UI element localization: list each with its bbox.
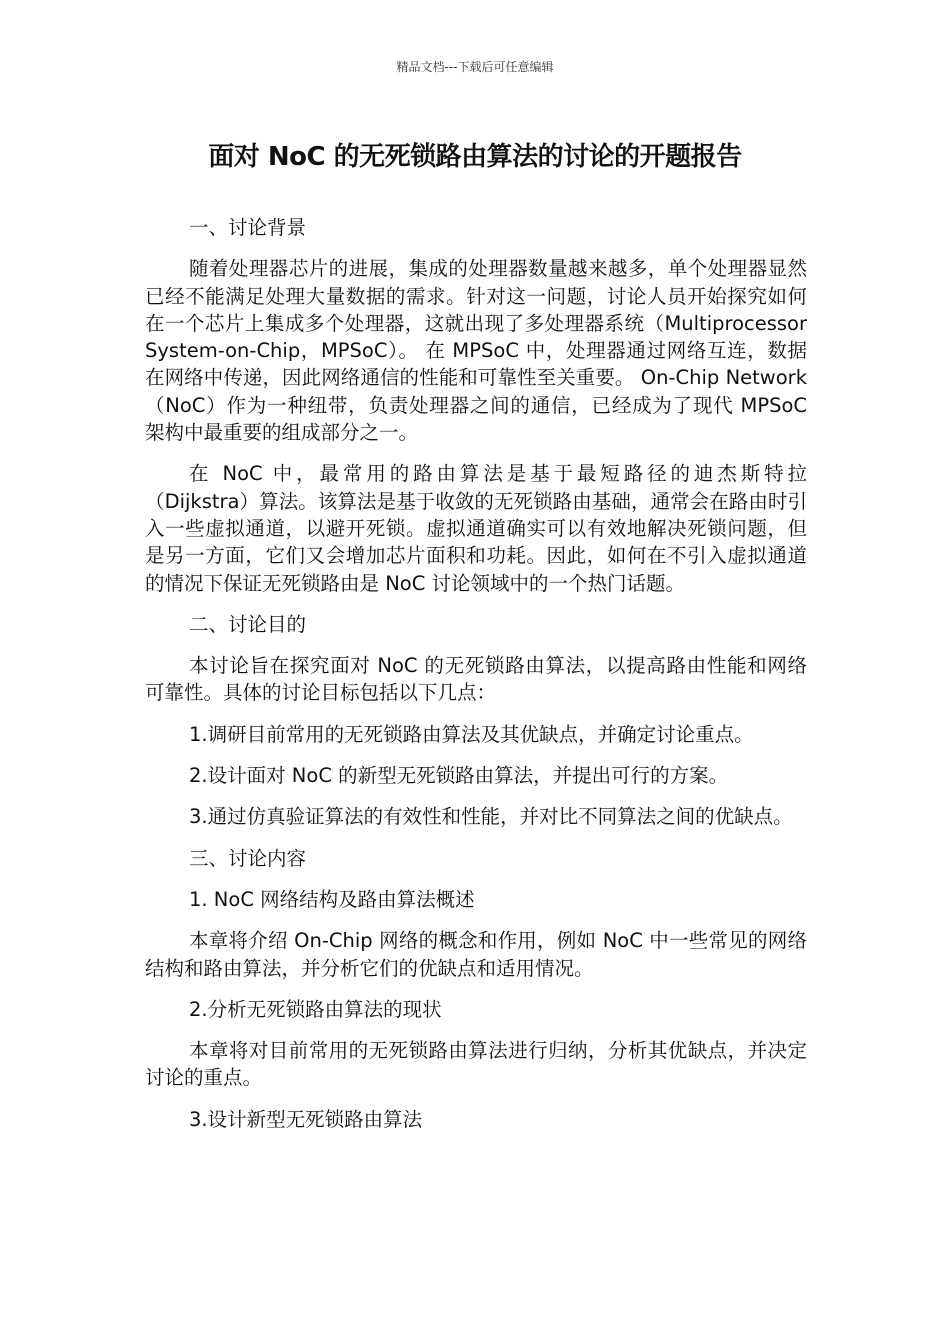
- document-body: [145, 214, 807, 1147]
- paragraph: 本章将对目前常用的无死锁路由算法进行归纳，分析其优缺点，并决定讨论的重点。: [145, 1039, 807, 1090]
- paragraph: 在 NoC 中，最常用的路由算法是基于最短路径的迪杰斯特拉（Dijkstra）算法。该算法是基于收敛的无死锁路由基础，通常会在路由时引入一些虚拟通道，以避开死锁。虚拟通道确实可以有效地解决死锁问题，但是另一方面，它们又会增加芯片面积和功耗。因此，如何在不引入虚拟通道的情况下保证无死锁路由是 NoC 讨论领域中的一个热门话题。: [145, 462, 807, 595]
- subsection-heading: 1. NoC 网络结构及路由算法概述: [189, 887, 475, 911]
- section-heading-content: 三、讨论内容: [189, 846, 307, 870]
- paragraph: 本讨论旨在探究面对 NoC 的无死锁路由算法，以提高路由性能和网络可靠性。具体的讨论目标包括以下几点：: [145, 654, 807, 705]
- page-header-note: 精品文档---下载后可任意编辑: [396, 60, 554, 74]
- document-title: 面对 NoC 的无死锁路由算法的讨论的开题报告: [208, 142, 742, 172]
- section-heading-background: 一、讨论背景: [189, 216, 307, 239]
- paragraph: 本章将介绍 On-Chip 网络的概念和作用，例如 NoC 中一些常见的网络结构和路由算法，并分析它们的优缺点和适用情况。: [145, 929, 807, 980]
- list-item: 3.通过仿真验证算法的有效性和性能，并对比不同算法之间的优缺点。: [189, 805, 793, 829]
- list-item: 1.调研目前常用的无死锁路由算法及其优缺点，并确定讨论重点。: [189, 722, 754, 746]
- section-heading-purpose: 二、讨论目的: [189, 612, 307, 636]
- list-item: 2.设计面对 NoC 的新型无死锁路由算法，并提出可行的方案。: [189, 764, 729, 788]
- subsection-heading: 3.设计新型无死锁路由算法: [189, 1107, 423, 1131]
- subsection-heading: 2.分析无死锁路由算法的现状: [189, 997, 442, 1021]
- paragraph: 随着处理器芯片的进展，集成的处理器数量越来越多，单个处理器显然已经不能满足处理大量数据的需求。针对这一问题，讨论人员开始探究如何在一个芯片上集成多个处理器，这就出现了多处理器系统（Multiprocessor System-on-Chip，MPSoC）。 在 MPSoC 中，处理器通过网络互连，数据在网络中传递，因此网络通信的性能和可靠性至关重要。 On-Chip Network（NoC）作为一种纽带，负责处理器之间的通信，已经成为了现代 MPSoC 架构中最重要的组成部分之一。: [145, 257, 807, 445]
